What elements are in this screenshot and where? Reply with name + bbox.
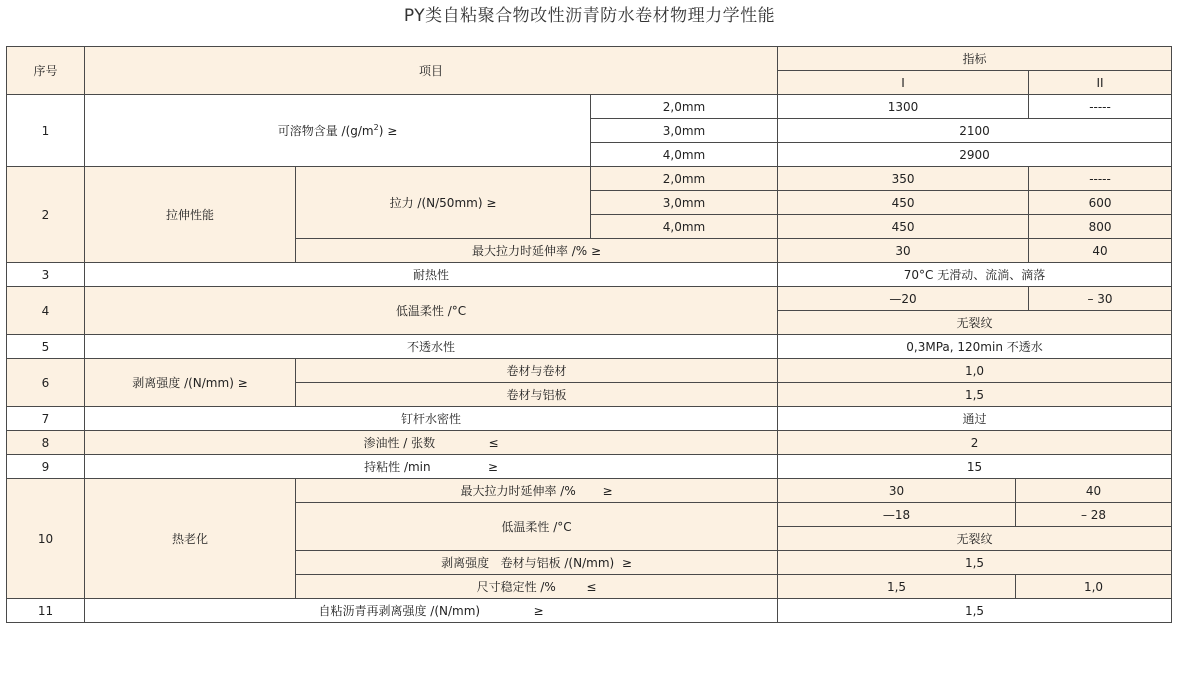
row-subitem: 最大拉力时延伸率 /% ≥ bbox=[296, 239, 778, 263]
table-row bbox=[7, 455, 1172, 479]
value-cell: 1,0 bbox=[1016, 575, 1172, 599]
row-subitem: 剥离强度 卷材与铝板 /(N/mm) ≥ bbox=[296, 551, 778, 575]
row-no: 10 bbox=[7, 479, 85, 599]
row-item: 拉伸性能 bbox=[85, 167, 296, 263]
table-row bbox=[7, 407, 1172, 431]
value-cell: 1,0 bbox=[778, 359, 1172, 383]
thickness-cell: 2,0mm bbox=[591, 167, 778, 191]
row-no: 5 bbox=[7, 335, 85, 359]
value-cell: 30 bbox=[778, 239, 1029, 263]
row-item: 耐热性 bbox=[85, 263, 778, 287]
thickness-cell: 2,0mm bbox=[591, 95, 778, 119]
table-row bbox=[7, 263, 1172, 287]
value-cell: 2100 bbox=[778, 119, 1172, 143]
table-header-row bbox=[7, 47, 1172, 71]
row-item: 热老化 bbox=[85, 479, 296, 599]
row-no: 7 bbox=[7, 407, 85, 431]
header-grade-2: II bbox=[1029, 71, 1172, 95]
value-cell: 800 bbox=[1029, 215, 1172, 239]
header-item: 项目 bbox=[85, 47, 778, 95]
value-cell: 30 bbox=[778, 479, 1016, 503]
value-cell: 无裂纹 bbox=[778, 527, 1172, 551]
value-cell: ----- bbox=[1029, 95, 1172, 119]
row-item: 剥离强度 /(N/mm) ≥ bbox=[85, 359, 296, 407]
table-row bbox=[7, 95, 1172, 119]
value-cell: 2900 bbox=[778, 143, 1172, 167]
row-item: 自粘沥青再剥离强度 /(N/mm) ≥ bbox=[85, 599, 778, 623]
table-row bbox=[7, 599, 1172, 623]
row-subitem: 拉力 /(N/50mm) ≥ bbox=[296, 167, 591, 239]
row-item: 钉杆水密性 bbox=[85, 407, 778, 431]
thickness-cell: 3,0mm bbox=[591, 191, 778, 215]
value-cell: 1,5 bbox=[778, 551, 1172, 575]
value-cell: 450 bbox=[778, 215, 1029, 239]
row-subitem: 卷材与铝板 bbox=[296, 383, 778, 407]
row-item-sup: 2 bbox=[373, 122, 379, 132]
table-row bbox=[7, 431, 1172, 455]
row-no: 4 bbox=[7, 287, 85, 335]
row-item: 不透水性 bbox=[85, 335, 778, 359]
row-subitem: 最大拉力时延伸率 /% ≥ bbox=[296, 479, 778, 503]
row-item: 渗油性 / 张数 ≤ bbox=[85, 431, 778, 455]
value-cell: ----- bbox=[1029, 167, 1172, 191]
value-cell: 1300 bbox=[778, 95, 1029, 119]
table-row bbox=[7, 335, 1172, 359]
page-title: PY类自粘聚合物改性沥青防水卷材物理力学性能 bbox=[403, 6, 776, 26]
thickness-cell: 4,0mm bbox=[591, 215, 778, 239]
row-item: 持粘性 /min ≥ bbox=[85, 455, 778, 479]
value-cell: 无裂纹 bbox=[778, 311, 1172, 335]
row-no: 9 bbox=[7, 455, 85, 479]
properties-table bbox=[6, 46, 1172, 623]
row-subitem: 卷材与卷材 bbox=[296, 359, 778, 383]
value-cell: 通过 bbox=[778, 407, 1172, 431]
value-cell: 350 bbox=[778, 167, 1029, 191]
table-row bbox=[7, 287, 1172, 311]
header-indicator: 指标 bbox=[778, 47, 1172, 71]
row-item-text: 可溶物含量 /(g/m bbox=[277, 123, 374, 138]
table-row bbox=[7, 359, 1172, 383]
thickness-cell: 4,0mm bbox=[591, 143, 778, 167]
table-row bbox=[7, 479, 1172, 503]
thickness-cell: 3,0mm bbox=[591, 119, 778, 143]
header-grade-1: I bbox=[778, 71, 1029, 95]
value-cell: 450 bbox=[778, 191, 1029, 215]
row-no: 11 bbox=[7, 599, 85, 623]
row-no: 6 bbox=[7, 359, 85, 407]
value-cell: – 28 bbox=[1016, 503, 1172, 527]
value-cell: 1,5 bbox=[778, 383, 1172, 407]
value-cell: 40 bbox=[1016, 479, 1172, 503]
value-cell: – 30 bbox=[1029, 287, 1172, 311]
value-cell: —20 bbox=[778, 287, 1029, 311]
row-subitem: 低温柔性 /°C bbox=[296, 503, 778, 551]
row-item: 低温柔性 /°C bbox=[85, 287, 778, 335]
row-no: 2 bbox=[7, 167, 85, 263]
table-row bbox=[7, 167, 1172, 191]
value-cell: 40 bbox=[1029, 239, 1172, 263]
row-item-text: ) ≥ bbox=[378, 123, 398, 138]
value-cell: —18 bbox=[778, 503, 1016, 527]
value-cell: 600 bbox=[1029, 191, 1172, 215]
row-no: 8 bbox=[7, 431, 85, 455]
value-cell: 2 bbox=[778, 431, 1172, 455]
row-no: 1 bbox=[7, 95, 85, 167]
value-cell: 0,3MPa, 120min 不透水 bbox=[778, 335, 1172, 359]
value-cell: 70°C 无滑动、流淌、滴落 bbox=[778, 263, 1172, 287]
row-no: 3 bbox=[7, 263, 85, 287]
value-cell: 15 bbox=[778, 455, 1172, 479]
row-subitem: 尺寸稳定性 /% ≤ bbox=[296, 575, 778, 599]
header-no: 序号 bbox=[7, 47, 85, 95]
row-item bbox=[85, 95, 591, 167]
value-cell: 1,5 bbox=[778, 599, 1172, 623]
value-cell: 1,5 bbox=[778, 575, 1016, 599]
